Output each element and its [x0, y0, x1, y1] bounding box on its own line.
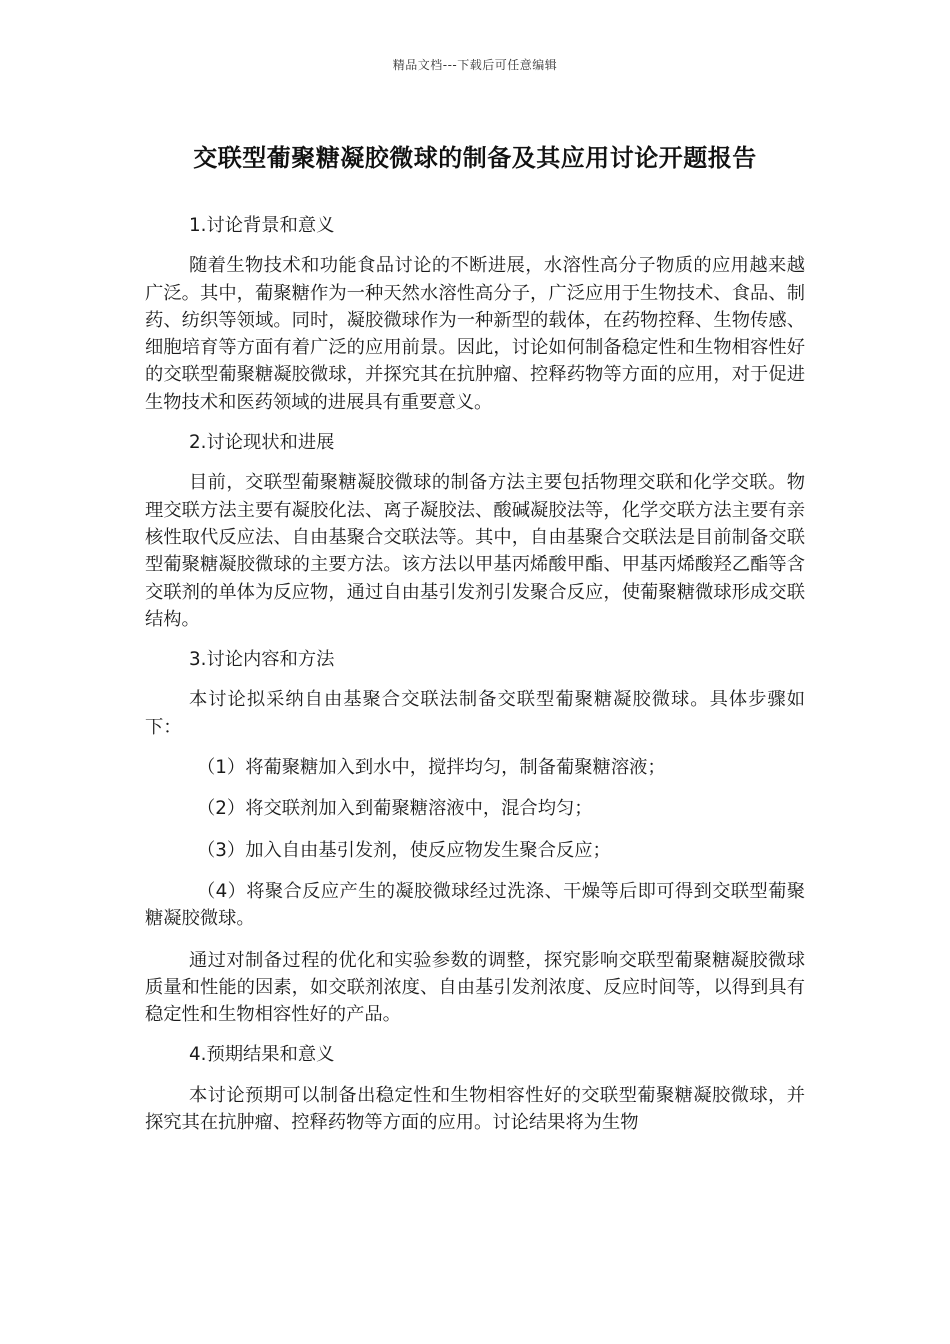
method-step-4: （4）将聚合反应产生的凝胶微球经过洗涤、干燥等后即可得到交联型葡聚糖凝胶微球。	[145, 880, 805, 930]
paragraph-status: 目前，交联型葡聚糖凝胶微球的制备方法主要包括物理交联和化学交联。物理交联方法主要有凝胶化法、离子凝胶法、酸碱凝胶法等，化学交联方法主要有亲核性取代反应法、自由基聚合交联法等。其中，自由基聚合交联法是目前制备交联型葡聚糖凝胶微球的主要方法。该方法以甲基丙烯酸甲酯、甲基丙烯酸羟乙酯等含交联剂的单体为反应物，通过自由基引发剂引发聚合反应，使葡聚糖微球形成交联结构。	[145, 472, 805, 630]
method-step-3: （3）加入自由基引发剂，使反应物发生聚合反应；	[197, 839, 611, 861]
paragraph-background: 随着生物技术和功能食品讨论的不断进展，水溶性高分子物质的应用越来越广泛。其中，葡聚糖作为一种天然水溶性高分子，广泛应用于生物技术、食品、制药、纺织等领域。同时，凝胶微球作为一种新型的载体，在药物控释、生物传感、细胞培育等方面有着广泛的应用前景。因此，讨论如何制备稳定性和生物相容性好的交联型葡聚糖凝胶微球，并探究其在抗肿瘤、控释药物等方面的应用，对于促进生物技术和医药领域的进展具有重要意义。	[145, 255, 805, 413]
paragraph-methods-closing: 通过对制备过程的优化和实验参数的调整，探究影响交联型葡聚糖凝胶微球质量和性能的因素，如交联剂浓度、自由基引发剂浓度、反应时间等，以得到具有稳定性和生物相容性好的产品。	[145, 949, 805, 1026]
section-heading-methods: 3.讨论内容和方法	[189, 649, 335, 671]
section-heading-status: 2.讨论现状和进展	[189, 432, 335, 454]
document-body	[145, 212, 805, 1149]
document-title: 交联型葡聚糖凝胶微球的制备及其应用讨论开题报告	[193, 144, 757, 172]
page-header-watermark: 精品文档---下载后可任意编辑	[392, 58, 558, 72]
method-step-1: （1）将葡聚糖加入到水中，搅拌均匀，制备葡聚糖溶液；	[197, 757, 666, 779]
section-heading-expected-results: 4.预期结果和意义	[189, 1044, 335, 1066]
method-step-2: （2）将交联剂加入到葡聚糖溶液中，混合均匀；	[197, 798, 593, 820]
paragraph-expected-results: 本讨论预期可以制备出稳定性和生物相容性好的交联型葡聚糖凝胶微球，并探究其在抗肿瘤、控释药物等方面的应用。讨论结果将为生物	[145, 1084, 805, 1134]
section-heading-background: 1.讨论背景和意义	[189, 215, 335, 236]
paragraph-methods-intro: 本讨论拟采纳自由基聚合交联法制备交联型葡聚糖凝胶微球。具体步骤如下：	[145, 689, 805, 738]
